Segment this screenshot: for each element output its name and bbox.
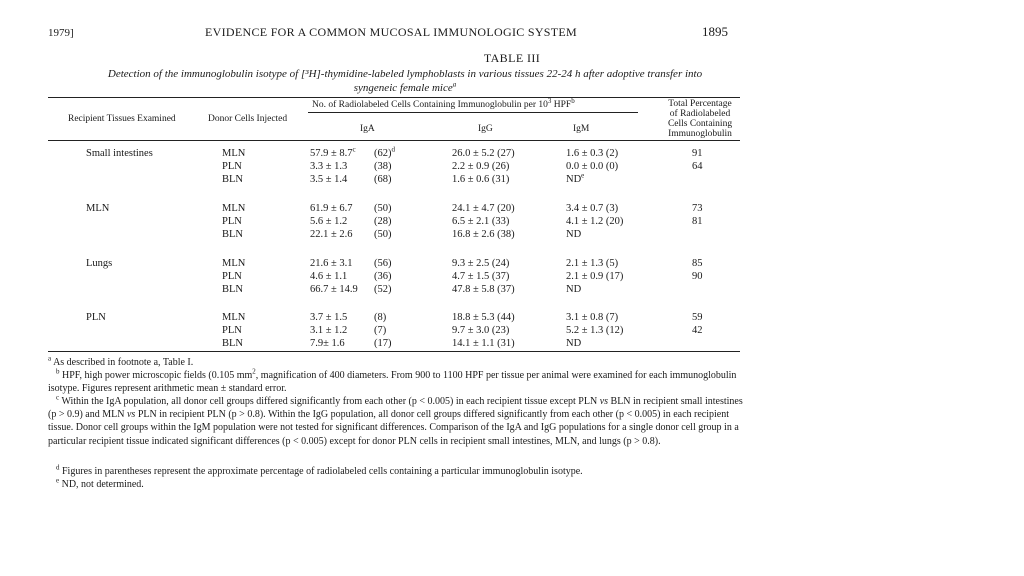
iga-percent-value: (56) xyxy=(374,258,392,269)
iga-percent-value: (17) xyxy=(374,338,392,349)
iga-percent-value: (36) xyxy=(374,271,392,282)
iga-value: 21.6 ± 3.1 xyxy=(310,258,353,269)
col-header-total: Total Percentage of Radiolabeled Cells Containing Immunoglobulin xyxy=(667,99,733,139)
cell-igg: 14.1 ± 1.1 (31) xyxy=(452,338,515,349)
cell-total-percentage: 91 xyxy=(692,148,703,159)
donor-cells: MLN xyxy=(222,148,246,159)
recipient-tissue: MLN xyxy=(86,203,110,214)
igm-value: ND xyxy=(566,338,582,349)
cell-iga xyxy=(310,271,347,282)
table-bottom-rule xyxy=(48,351,740,352)
cell-igg: 9.3 ± 2.5 (24) xyxy=(452,258,510,269)
iga-percent-value: (52) xyxy=(374,284,392,295)
donor-cells: PLN xyxy=(222,161,242,172)
cell-total-percentage: 73 xyxy=(692,203,703,214)
cell-iga xyxy=(310,338,345,349)
cell-iga-percent xyxy=(374,271,392,282)
col-header-iga: IgA xyxy=(360,124,375,134)
cell-iga xyxy=(310,203,353,214)
recipient-tissue: PLN xyxy=(86,312,106,323)
running-header-volume: 1979] xyxy=(48,27,74,39)
footnote-a: $^a$ As described in footnote a, Table I. xyxy=(48,354,194,368)
cell-igm xyxy=(566,325,623,336)
cell-igm xyxy=(566,216,623,227)
spanner-rule xyxy=(308,112,638,113)
igm-value: 2.1 ± 1.3 (5) xyxy=(566,258,619,269)
cell-igm xyxy=(566,229,581,240)
cell-iga xyxy=(310,216,347,227)
iga-percent-value: (7) xyxy=(374,325,387,336)
iga-value: 5.6 ± 1.2 xyxy=(310,216,348,227)
cell-igg: 26.0 ± 5.2 (27) xyxy=(452,148,515,159)
igm-value: ND xyxy=(566,174,582,185)
cell-iga-percent xyxy=(374,229,392,240)
donor-cells: BLN xyxy=(222,174,243,185)
cell-total-percentage: 85 xyxy=(692,258,703,269)
cell-igm xyxy=(566,148,618,159)
cell-iga xyxy=(310,284,358,295)
iga-percent-value: (62) xyxy=(374,148,392,159)
footnote-e: $^e$ ND, not determined. xyxy=(56,476,144,490)
cell-igm xyxy=(566,161,618,172)
cell-total-percentage: 64 xyxy=(692,161,703,172)
igm-value: ND xyxy=(566,229,582,240)
cell-iga xyxy=(310,145,356,159)
cell-igm xyxy=(566,284,581,295)
igm-value: 2.1 ± 0.9 (17) xyxy=(566,271,624,282)
cell-iga-percent xyxy=(374,174,392,185)
cell-iga-percent xyxy=(374,145,395,159)
col-header-donor: Donor Cells Injected xyxy=(208,114,288,124)
cell-iga-percent xyxy=(374,258,392,269)
cell-iga-percent xyxy=(374,325,386,336)
donor-cells: MLN xyxy=(222,203,246,214)
iga-percent-value: (68) xyxy=(374,174,392,185)
cell-total-percentage: 90 xyxy=(692,271,703,282)
caption-line-1: Detection of the immunoglobulin isotype of [³H]-thymidine-labeled lymphoblasts in various tissues 22-24 h after adoptive transfer into xyxy=(107,68,703,80)
cell-igm xyxy=(566,312,618,323)
cell-iga-percent xyxy=(374,338,392,349)
cell-igg: 6.5 ± 2.1 (33) xyxy=(452,216,510,227)
cell-iga-percent xyxy=(374,312,386,323)
cell-iga xyxy=(310,161,347,172)
donor-cells: BLN xyxy=(222,229,243,240)
col-header-igm: IgM xyxy=(573,124,590,134)
cell-iga-percent xyxy=(374,284,392,295)
cell-igm xyxy=(566,338,581,349)
iga-value: 61.9 ± 6.7 xyxy=(310,203,353,214)
cell-igm xyxy=(566,203,618,214)
cell-igm xyxy=(566,258,618,269)
cell-igg: 1.6 ± 0.6 (31) xyxy=(452,174,510,185)
cell-iga-percent xyxy=(374,216,392,227)
table-caption xyxy=(60,67,750,95)
donor-cells: BLN xyxy=(222,284,243,295)
caption-line-2: syngeneic female mice xyxy=(353,82,453,94)
cell-iga xyxy=(310,325,347,336)
header-bottom-rule xyxy=(48,140,740,141)
cell-total-percentage: 59 xyxy=(692,312,703,323)
col-header-recipient: Recipient Tissues Examined xyxy=(68,114,176,124)
iga-footnote-mark: c xyxy=(352,145,356,154)
cell-total-percentage: 81 xyxy=(692,216,703,227)
iga-percent-footnote-mark: d xyxy=(391,145,395,154)
footnote-d: $^d$ Figures in parentheses represent the approximate percentage of radiolabeled cells containing a particular immunoglobulin isotype. xyxy=(56,463,583,477)
cell-iga-percent xyxy=(374,203,392,214)
running-header-title: EVIDENCE FOR A COMMON MUCOSAL IMMUNOLOGIC SYSTEM xyxy=(205,25,577,39)
cell-igg: 2.2 ± 0.9 (26) xyxy=(452,161,510,172)
igm-value: 5.2 ± 1.3 (12) xyxy=(566,325,624,336)
footnote-c: $^c$ Within the IgA population, all donor cell groups differed significantly from each other (p < 0.005) in each recipient tissue except PLN vs BLN in recipient small intestines (p > 0.9) and MLN vs PLN in recipient PLN (p > 0.8). Within the IgG population, all donor cell groups differed significantly from each other (p < 0.005) in each recipient tissue. Donor cell groups within the IgM population were not tested for significant differences. Comparison of the IgA and IgG populations for a single donor cell group in a particular recipient tissue indicated significant differences (p < 0.005) except for donor PLN cells in recipient small intestines, MLN, and lungs (p > 0.8). xyxy=(48,393,743,447)
cell-igm xyxy=(566,271,623,282)
iga-percent-value: (50) xyxy=(374,229,392,240)
cell-igg: 18.8 ± 5.3 (44) xyxy=(452,312,515,323)
cell-igg: 4.7 ± 1.5 (37) xyxy=(452,271,510,282)
cell-iga xyxy=(310,174,347,185)
footnote-b: $^b$ HPF, high power microscopic fields (0.105 $mm^2$, magnification of 400 diameters. From 900 to 1100 HPF per tissue per animal were examined for each immunoglobulin isotype. Figures represent arithmetic mean ± standard error. xyxy=(48,367,737,395)
cell-igg: 24.1 ± 4.7 (20) xyxy=(452,203,515,214)
iga-percent-value: (50) xyxy=(374,203,392,214)
donor-cells: PLN xyxy=(222,216,242,227)
table-top-rule xyxy=(48,97,740,98)
iga-percent-value: (28) xyxy=(374,216,392,227)
cell-iga xyxy=(310,312,347,323)
caption-footnote-mark: a xyxy=(452,80,457,89)
iga-percent-value: (8) xyxy=(374,312,387,323)
recipient-tissue: Lungs xyxy=(86,258,113,269)
igm-value: 1.6 ± 0.3 (2) xyxy=(566,148,619,159)
cell-total-percentage: 42 xyxy=(692,325,703,336)
cell-igg: 47.8 ± 5.8 (37) xyxy=(452,284,515,295)
iga-value: 57.9 ± 8.7 xyxy=(310,148,353,159)
iga-value: 4.6 ± 1.1 xyxy=(310,271,348,282)
cell-igg: 9.7 ± 3.0 (23) xyxy=(452,325,510,336)
iga-value: 22.1 ± 2.6 xyxy=(310,229,353,240)
recipient-tissue: Small intestines xyxy=(86,148,153,159)
iga-value: 3.5 ± 1.4 xyxy=(310,174,348,185)
col-header-spanner: No. of Radiolabeled Cells Containing Immunoglobulin per $10^3$ HPF$^b$ xyxy=(312,96,575,110)
iga-value: 3.1 ± 1.2 xyxy=(310,325,348,336)
donor-cells: MLN xyxy=(222,258,246,269)
donor-cells: BLN xyxy=(222,338,243,349)
cell-iga-percent xyxy=(374,161,392,172)
page-number: 1895 xyxy=(702,24,728,39)
cell-igm xyxy=(566,171,585,185)
cell-iga xyxy=(310,258,353,269)
donor-cells: PLN xyxy=(222,271,242,282)
iga-value: 66.7 ± 14.9 xyxy=(310,284,358,295)
igm-value: 3.4 ± 0.7 (3) xyxy=(566,203,619,214)
cell-iga xyxy=(310,229,353,240)
iga-percent-value: (38) xyxy=(374,161,392,172)
igm-value: 3.1 ± 0.8 (7) xyxy=(566,312,619,323)
col-header-igg: IgG xyxy=(478,124,493,134)
donor-cells: PLN xyxy=(222,325,242,336)
igm-value: 4.1 ± 1.2 (20) xyxy=(566,216,624,227)
iga-value: 3.7 ± 1.5 xyxy=(310,312,348,323)
igm-footnote-mark: e xyxy=(581,171,585,180)
table-title: TABLE III xyxy=(483,51,541,65)
donor-cells: MLN xyxy=(222,312,246,323)
igm-value: ND xyxy=(566,284,582,295)
iga-value: 7.9± 1.6 xyxy=(310,338,345,349)
igm-value: 0.0 ± 0.0 (0) xyxy=(566,161,619,172)
cell-igg: 16.8 ± 2.6 (38) xyxy=(452,229,515,240)
iga-value: 3.3 ± 1.3 xyxy=(310,161,348,172)
